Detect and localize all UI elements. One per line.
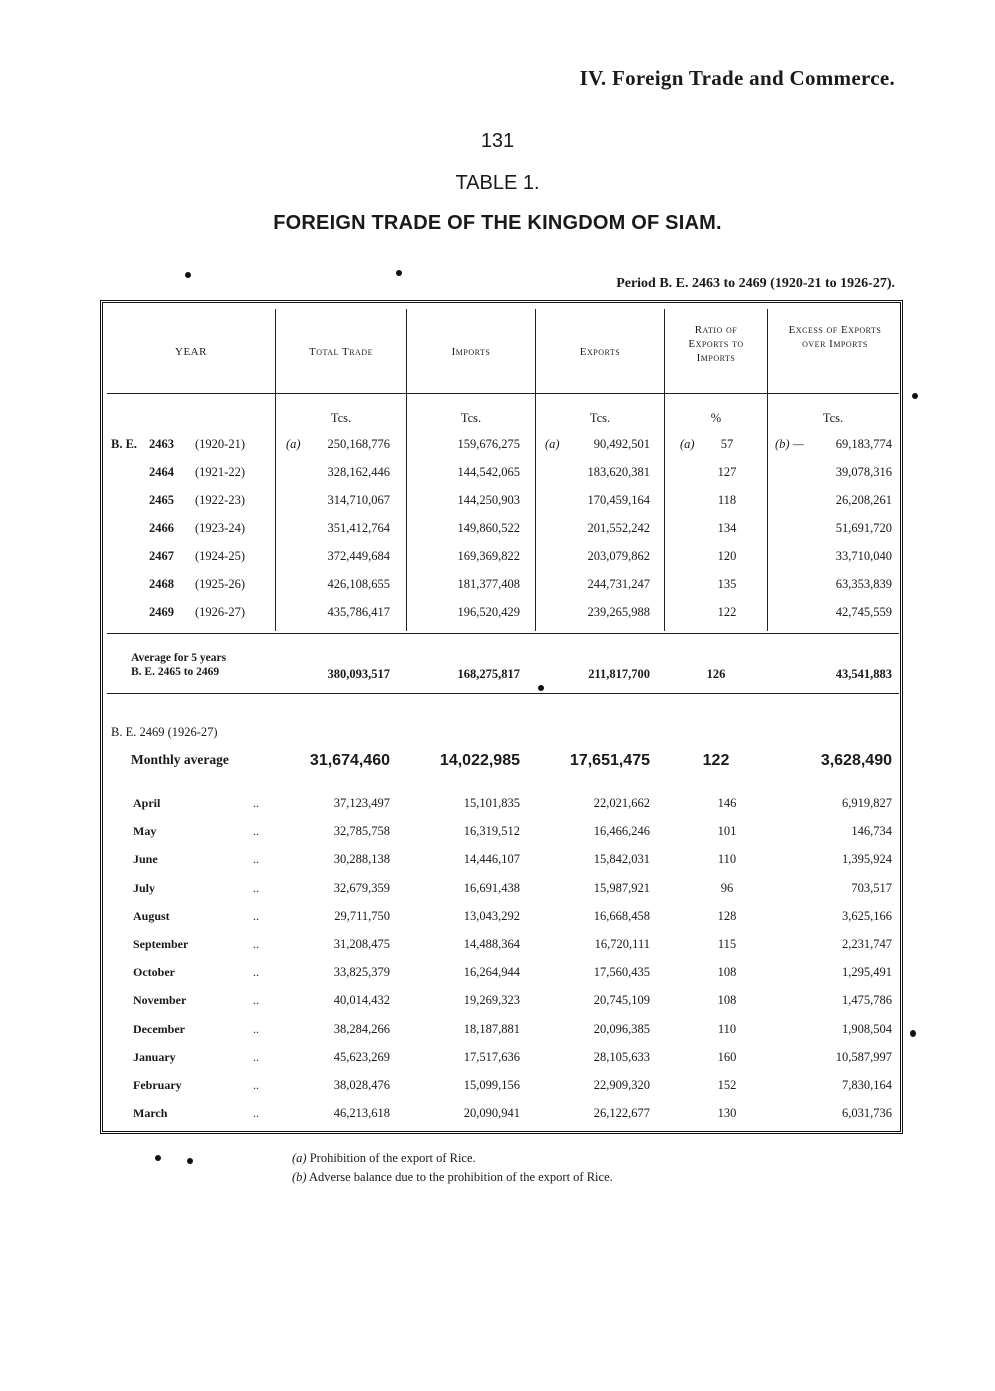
row-total: 372,449,684 — [327, 549, 390, 563]
row-period: (1923-24) — [195, 521, 245, 535]
unit-exports: Tcs. — [589, 411, 611, 425]
month-dots: .. — [253, 993, 259, 1008]
row-ratio: 122 — [717, 605, 737, 619]
row-imports: 144,250,903 — [457, 493, 520, 507]
row-year: 2465 — [149, 493, 174, 507]
scan-speck — [538, 685, 544, 691]
row-year: 2469 — [149, 605, 174, 619]
row-imports: 196,520,429 — [457, 605, 520, 619]
month-imports: 13,043,292 — [463, 908, 520, 923]
footnote-a — [292, 1151, 476, 1166]
month-total: 38,284,266 — [333, 1021, 390, 1036]
table-label: TABLE 1. — [455, 172, 540, 194]
row-excess: 33,710,040 — [835, 549, 892, 563]
month-exports: 26,122,677 — [593, 1106, 650, 1121]
scan-speck — [187, 1158, 193, 1164]
month-dots: .. — [253, 1021, 259, 1036]
section-heading: IV. Foreign Trade and Commerce. — [579, 66, 895, 90]
footnote-mark: (a) — [292, 1151, 307, 1165]
month-total: 33,825,379 — [333, 965, 390, 980]
row-prefix: B. E. — [111, 437, 138, 451]
month-name: April — [133, 796, 161, 810]
row-excess-note: (b) — — [775, 437, 804, 451]
period-caption: Period B. E. 2463 to 2469 (1920-21 to 1926-27). — [616, 276, 895, 291]
month-imports: 20,090,941 — [463, 1106, 520, 1121]
month-ratio: 115 — [717, 937, 737, 951]
month-exports: 22,909,320 — [593, 1078, 650, 1092]
month-imports: 15,099,156 — [463, 1078, 520, 1092]
row-exports: 244,731,247 — [587, 577, 650, 591]
header-year: YEAR — [175, 346, 207, 358]
footnote-b — [292, 1170, 613, 1185]
row-exports: 183,620,381 — [587, 465, 650, 479]
row-period: (1925-26) — [195, 577, 245, 591]
trade-table — [100, 300, 903, 1134]
page-number: 131 — [480, 130, 515, 152]
month-dots: .. — [253, 796, 259, 810]
month-ratio: 152 — [717, 1078, 737, 1092]
month-imports: 16,319,512 — [463, 824, 520, 839]
monthly-average-imports: 14,022,985 — [439, 752, 520, 769]
average-label-range: B. E. 2465 to 2469 — [131, 666, 220, 678]
row-ratio: 57 — [720, 437, 734, 451]
month-total: 46,213,618 — [333, 1106, 390, 1121]
month-ratio: 160 — [717, 1049, 737, 1064]
month-dots: .. — [253, 1049, 259, 1064]
month-total: 32,785,758 — [333, 824, 390, 839]
row-total: 250,168,776 — [327, 437, 390, 451]
row-year: 2466 — [149, 521, 174, 535]
month-name: February — [133, 1078, 182, 1092]
row-total: 435,786,417 — [327, 605, 390, 619]
month-name: December — [133, 1021, 185, 1036]
row-excess: 42,745,559 — [835, 605, 892, 619]
month-excess: 703,517 — [851, 880, 892, 895]
month-exports: 17,560,435 — [593, 965, 650, 980]
row-ratio: 127 — [717, 465, 737, 479]
month-excess: 1,295,491 — [842, 965, 892, 980]
section-rule — [107, 693, 899, 694]
month-exports: 22,021,662 — [593, 796, 650, 810]
scan-speck — [912, 393, 918, 399]
row-excess: 26,208,261 — [835, 493, 892, 507]
header-rule — [107, 393, 899, 394]
row-total: 328,162,446 — [327, 465, 390, 479]
month-name: November — [133, 993, 187, 1008]
month-total: 29,711,750 — [334, 908, 390, 923]
month-ratio: 110 — [717, 852, 737, 867]
average-exports: 211,817,700 — [588, 667, 650, 681]
month-ratio: 128 — [717, 908, 737, 923]
row-ratio: 134 — [717, 521, 737, 535]
month-name: August — [133, 908, 170, 923]
month-ratio: 108 — [717, 965, 737, 980]
month-exports: 15,842,031 — [593, 852, 650, 867]
scan-speck — [396, 270, 402, 276]
row-exports-note: (a) — [545, 437, 560, 451]
month-excess: 1,908,504 — [842, 1021, 892, 1036]
month-exports: 16,668,458 — [593, 908, 650, 923]
month-imports: 19,269,323 — [463, 993, 520, 1008]
row-period: (1924-25) — [195, 549, 245, 563]
month-name: July — [133, 880, 156, 895]
document-title: FOREIGN TRADE OF THE KINGDOM OF SIAM. — [273, 212, 722, 234]
monthly-average-excess: 3,628,490 — [820, 752, 892, 769]
month-name: September — [133, 937, 189, 951]
row-period: (1920-21) — [195, 437, 245, 451]
month-imports: 14,446,107 — [463, 852, 520, 867]
row-excess: 63,353,839 — [835, 577, 892, 591]
month-dots: .. — [253, 1078, 259, 1092]
month-excess: 3,625,166 — [842, 908, 892, 923]
row-year: 2464 — [149, 465, 174, 479]
month-excess: 2,231,747 — [842, 937, 892, 951]
month-ratio: 110 — [717, 1021, 737, 1036]
row-imports: 181,377,408 — [457, 577, 520, 591]
month-exports: 28,105,633 — [593, 1049, 650, 1064]
average-label: Average for 5 years — [131, 652, 227, 664]
row-exports: 90,492,501 — [593, 437, 650, 451]
month-name: January — [133, 1049, 176, 1064]
month-total: 30,288,138 — [333, 852, 390, 867]
month-total: 37,123,497 — [333, 796, 390, 810]
month-total: 38,028,476 — [333, 1078, 390, 1092]
row-period: (1921-22) — [195, 465, 245, 479]
month-excess: 10,587,997 — [835, 1049, 892, 1064]
month-imports: 16,264,944 — [463, 965, 520, 980]
month-exports: 20,745,109 — [593, 993, 650, 1008]
month-ratio: 108 — [717, 993, 737, 1008]
month-exports: 15,987,921 — [593, 880, 650, 895]
header-excess: Excess of Exports over Imports — [788, 324, 882, 350]
row-excess: 69,183,774 — [835, 437, 892, 451]
row-period: (1926-27) — [195, 605, 245, 619]
row-imports: 169,369,822 — [457, 549, 520, 563]
row-excess: 39,078,316 — [835, 465, 892, 479]
month-total: 40,014,432 — [333, 993, 390, 1008]
row-exports: 203,079,862 — [587, 549, 650, 563]
month-dots: .. — [253, 937, 259, 951]
month-imports: 16,691,438 — [463, 880, 520, 895]
scan-speck — [155, 1155, 161, 1161]
average-total: 380,093,517 — [327, 667, 390, 681]
row-year: 2467 — [149, 549, 174, 563]
month-exports: 16,720,111 — [594, 937, 650, 951]
header-exports: Exports — [579, 346, 621, 358]
row-year: 2468 — [149, 577, 174, 591]
month-excess: 146,734 — [851, 824, 892, 839]
month-total: 31,208,475 — [333, 937, 390, 951]
monthly-average-label: Monthly average — [131, 752, 229, 767]
month-dots: .. — [253, 824, 259, 839]
row-total: 314,710,067 — [327, 493, 390, 507]
month-dots: .. — [253, 908, 259, 923]
row-ratio-note: (a) — [680, 437, 695, 451]
unit-total: Tcs. — [330, 411, 352, 425]
monthly-average-ratio: 122 — [702, 752, 730, 769]
month-exports: 20,096,385 — [593, 1021, 650, 1036]
unit-excess: Tcs. — [822, 411, 844, 425]
header-ratio: Ratio of Exports to Imports — [688, 324, 744, 364]
month-ratio: 101 — [717, 824, 737, 839]
month-dots: .. — [253, 965, 259, 980]
footnote-text: Adverse balance due to the prohibition of the export of Rice. — [309, 1170, 613, 1184]
unit-imports: Tcs. — [460, 411, 482, 425]
row-year: 2463 — [149, 437, 174, 451]
average-imports: 168,275,817 — [457, 667, 520, 681]
month-total: 45,623,269 — [333, 1049, 390, 1064]
month-excess: 1,395,924 — [842, 852, 892, 867]
row-ratio: 120 — [717, 549, 737, 563]
row-imports: 149,860,522 — [457, 521, 520, 535]
header-total-trade: Total Trade — [309, 346, 373, 358]
month-ratio: 146 — [717, 796, 737, 810]
row-total: 351,412,764 — [327, 521, 390, 535]
month-name: May — [133, 824, 157, 839]
month-imports: 15,101,835 — [463, 796, 520, 810]
footnote-mark: (b) — [292, 1170, 307, 1184]
month-imports: 17,517,636 — [463, 1049, 520, 1064]
row-excess: 51,691,720 — [835, 521, 892, 535]
month-ratio: 130 — [717, 1106, 737, 1121]
month-imports: 18,187,881 — [463, 1021, 520, 1036]
row-exports: 239,265,988 — [587, 605, 650, 619]
row-exports: 170,459,164 — [587, 493, 650, 507]
row-exports: 201,552,242 — [587, 521, 650, 535]
row-ratio: 135 — [717, 577, 737, 591]
row-total: 426,108,655 — [327, 577, 390, 591]
month-name: March — [133, 1106, 168, 1121]
monthly-average-exports: 17,651,475 — [569, 752, 650, 769]
row-ratio: 118 — [717, 493, 737, 507]
scan-speck — [910, 1030, 916, 1037]
month-name: October — [133, 965, 175, 980]
monthly-average-total: 31,674,460 — [309, 752, 390, 769]
average-excess: 43,541,883 — [835, 667, 892, 681]
row-imports: 159,676,275 — [457, 437, 520, 451]
month-dots: .. — [253, 1106, 259, 1121]
footnote-text: Prohibition of the export of Rice. — [309, 1151, 476, 1165]
month-dots: .. — [253, 852, 259, 867]
row-total-note: (a) — [286, 437, 301, 451]
header-imports: Imports — [451, 346, 491, 358]
scan-speck — [185, 272, 191, 278]
month-excess: 7,830,164 — [842, 1078, 892, 1092]
month-dots: .. — [253, 880, 259, 895]
year-2469-label: B. E. 2469 (1926-27) — [111, 725, 218, 739]
row-imports: 144,542,065 — [457, 465, 520, 479]
month-excess: 6,031,736 — [842, 1106, 892, 1121]
month-imports: 14,488,364 — [463, 937, 520, 951]
month-name: June — [133, 852, 158, 867]
month-ratio: 96 — [720, 880, 734, 895]
row-period: (1922-23) — [195, 493, 245, 507]
average-ratio: 126 — [706, 667, 726, 681]
unit-ratio: % — [710, 411, 722, 425]
month-exports: 16,466,246 — [593, 824, 650, 839]
month-excess: 1,475,786 — [842, 993, 892, 1008]
month-total: 32,679,359 — [333, 880, 390, 895]
section-rule — [107, 633, 899, 634]
month-excess: 6,919,827 — [842, 796, 892, 810]
